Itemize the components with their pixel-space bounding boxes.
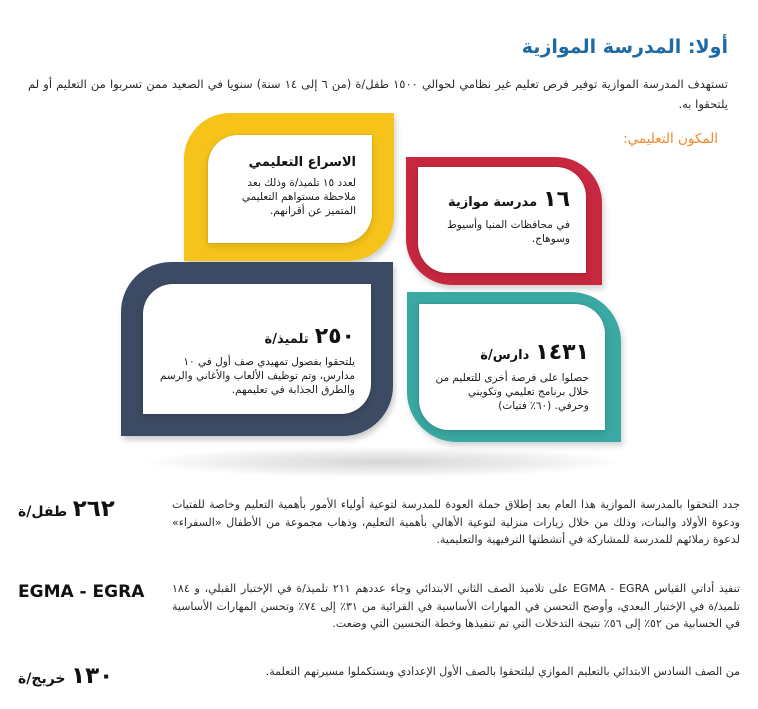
tile-card <box>208 135 372 243</box>
tile-title <box>434 187 570 212</box>
tile-title-text: دارس/ة <box>480 348 530 363</box>
intro-paragraph: تستهدف المدرسة الموازية توفير فرص تعليم غير نظامي لحوالي ١٥٠٠ طفل/ة (من ٦ إلى ١٤ سنة) سنويا في الصعيد ممن تسربوا من التعليم أو لم يلتحقوا به. <box>28 77 728 111</box>
tile-title <box>435 340 589 365</box>
stat-label: EGMA - EGRA <box>18 582 145 602</box>
stat-row-egma-egra <box>18 580 740 662</box>
section-heading: أولا: المدرسة الموازية <box>521 36 728 58</box>
tile-title-text: تلميذ/ة <box>264 332 309 347</box>
stat-number: ١٣٠ <box>71 663 114 689</box>
tile-acceleration <box>184 113 394 261</box>
stat-number: ٢٦٢ <box>72 496 115 522</box>
tile-students <box>121 262 393 436</box>
tile-title: الاسراع التعليمي <box>248 155 356 170</box>
tile-text: حصلوا على فرصة أخرى للتعليم من خلال برنامج تعليمي وتكويني وحرفي. (٦٠٪ فتيات) <box>435 372 589 412</box>
tile-number: ١٤٣١ <box>535 340 589 365</box>
tile-card <box>143 284 371 414</box>
tile-text: لعدد ١٥ تلميذ/ة وذلك بعد ملاحظة مستواهم التعليمي المتميز عن أقرانهم. <box>241 177 356 217</box>
tile-text: يلتحقوا بفصول تمهيدي صف أول في ١٠ مدارس، وتم توظيف الألعاب والأغاني والرسم والطرق الجذابة في تعليمهم. <box>159 356 355 396</box>
tile-number: ٢٥٠ <box>314 324 355 349</box>
stat-row-graduates <box>18 663 740 703</box>
stat-description: من الصف السادس الابتدائي بالتعليم الموازي ليلتحقوا بالصف الأول الإعدادي ويستكملوا مسيرتهم التعلمة. <box>265 665 740 678</box>
tile-text: في محافظات المنيا وأسيوط وسوهاج. <box>447 219 570 245</box>
stat-row-new-children <box>18 496 740 578</box>
tile-parallel-schools <box>406 157 602 285</box>
stat-label <box>18 496 158 522</box>
stat-description: تنفيذ أداتي القياس EGMA - EGRA على تلاميذ الصف الثاني الابتدائي وجاء عددهم ٢١١ تلميذ/ة في الإختبار القبلي، و ١٨٤ تلميذ/ة في الإختبار البعدي، وأوضح التحسن في المهارات الأساسية في القرائية من ٣١٪ إلى ٧٤٪ وتحسن المهارات الأساسية في الحسابية من ٥٢٪ إلى ٥٦٪ نتيجة التدخلات التي تم تنفيذها وخطة التحسين التي وضعت. <box>172 582 740 630</box>
tile-learners <box>407 292 621 442</box>
component-heading: المكون التعليمي: <box>623 131 718 147</box>
stat-unit: طفل/ة <box>18 504 68 520</box>
tile-card <box>418 167 586 273</box>
tile-card <box>419 304 605 430</box>
stat-description: جدد التحقوا بالمدرسة الموازية هذا العام بعد إطلاق حملة العودة للمدرسة لتوعية أولياء الأمور بأهمية التعليم وخاصة للفتيات ودعوة الأولاد والبنات، وذلك من خلال زيارات منزلية لتوعية الأهالي بأهمية التعليم، وذهاب مجموعة من الأطفال «السفراء» لدعوة زملائهم للمدرسة للمشاركة في أنشطتها الترفيهية والتعليمية. <box>172 498 740 546</box>
tile-title-text: مدرسة موازية <box>448 195 538 210</box>
tiles-floor-shadow <box>145 447 621 477</box>
stat-label <box>18 663 158 689</box>
tile-title <box>159 324 355 349</box>
tile-number: ١٦ <box>543 187 570 212</box>
stat-unit: خريج/ة <box>18 671 66 687</box>
